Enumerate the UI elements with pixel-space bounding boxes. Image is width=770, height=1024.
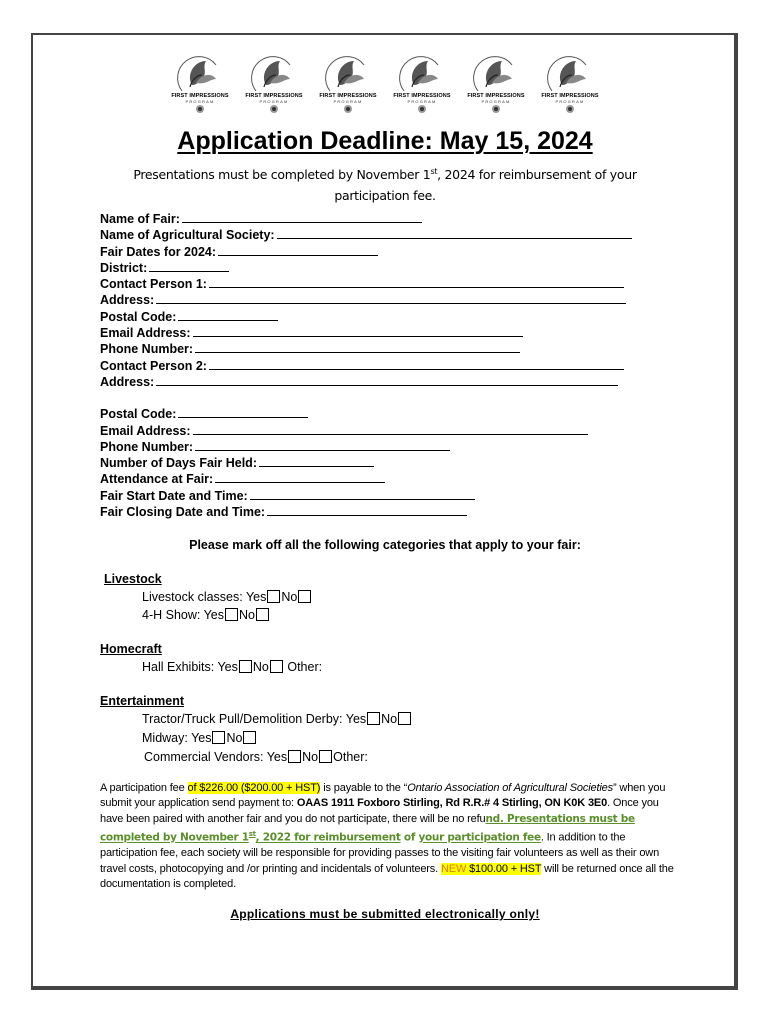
no-checkbox[interactable]	[243, 731, 256, 744]
field-label: Postal Code:	[100, 407, 177, 422]
tractor-pull-row	[142, 712, 412, 726]
fill-in-blank[interactable]	[209, 276, 624, 288]
option-label: No	[226, 731, 243, 745]
program-logo	[387, 55, 457, 123]
no-checkbox[interactable]	[319, 750, 332, 763]
form-field-row	[100, 211, 632, 227]
option-label: Tractor/Truck Pull/Demolition Derby: Yes	[142, 712, 367, 726]
yes-checkbox[interactable]	[267, 590, 280, 603]
refund-amount: $100.00 + HST	[466, 862, 542, 875]
field-label: Phone Number:	[100, 439, 194, 454]
fill-in-blank[interactable]	[215, 471, 385, 483]
crest-icon	[417, 104, 427, 114]
fill-in-blank[interactable]	[193, 423, 588, 435]
logo-subtitle: PROGRAM	[333, 99, 363, 104]
logo-title: FIRST IMPRESSIONS	[541, 93, 599, 99]
field-label: Name of Agricultural Society:	[100, 228, 275, 243]
logo-title: FIRST IMPRESSIONS	[319, 93, 377, 99]
field-label: Address:	[100, 374, 155, 389]
field-spacer	[100, 390, 632, 406]
form-field-row	[100, 423, 632, 439]
no-checkbox[interactable]	[270, 660, 283, 673]
logo-emblem-icon	[394, 55, 450, 93]
form-field-row	[100, 325, 632, 341]
paragraph-text: A participation fee	[100, 782, 188, 794]
fill-in-blank[interactable]	[209, 358, 624, 370]
crest-icon	[269, 104, 279, 114]
option-label: Livestock classes: Yes	[142, 590, 267, 604]
logo-title: FIRST IMPRESSIONS	[467, 93, 525, 99]
logo-emblem-icon	[468, 55, 524, 93]
field-label: Postal Code:	[100, 309, 177, 324]
livestock-classes-row	[142, 590, 312, 604]
field-label: Address:	[100, 293, 155, 308]
deadline-note: of	[400, 831, 419, 844]
logo-emblem-icon	[320, 55, 376, 93]
page-title: Application Deadline: May 15, 2024	[177, 127, 593, 155]
form-field-row	[100, 276, 632, 292]
deadline-note: nd. Presentations must be completed by November 1	[100, 812, 635, 844]
form-field-row	[100, 227, 632, 243]
fill-in-blank[interactable]	[193, 325, 523, 337]
section-heading-homecraft: Homecraft	[100, 642, 162, 656]
crest-icon	[565, 104, 575, 114]
form-field-row	[100, 439, 632, 455]
field-label: Contact Person 2:	[100, 358, 207, 373]
fee-highlight: of $226.00 ($200.00 + HST)	[187, 782, 321, 794]
fill-in-blank[interactable]	[178, 309, 278, 321]
option-label: No	[239, 608, 255, 622]
field-label: Fair Dates for 2024:	[100, 244, 217, 259]
fill-in-blank[interactable]	[156, 374, 618, 386]
form-field-row	[100, 244, 632, 260]
form-field-row	[100, 406, 632, 422]
fill-in-blank[interactable]	[195, 439, 450, 451]
form-field-row	[100, 309, 632, 325]
option-label: 4-H Show: Yes	[142, 608, 224, 622]
fill-in-blank[interactable]	[218, 244, 378, 256]
logo-subtitle: PROGRAM	[481, 99, 511, 104]
field-label: Email Address:	[100, 326, 191, 341]
field-label: Contact Person 1:	[100, 277, 207, 292]
deadline-note: , 2022 for reimbursement	[255, 831, 401, 844]
yes-checkbox[interactable]	[367, 712, 380, 725]
fill-in-blank[interactable]	[267, 504, 467, 516]
subtitle-text: , 2024 for reimbursement of your participation fee.	[334, 167, 637, 204]
instructions: Please mark off all the following categories that apply to your fair:	[189, 538, 581, 552]
form-field-row	[100, 471, 632, 487]
crest-icon	[195, 104, 205, 114]
form-field-row	[100, 292, 632, 308]
deadline-note: your participation fee	[418, 831, 541, 844]
logo-emblem-icon	[542, 55, 598, 93]
option-label: No	[302, 750, 319, 764]
logo-emblem-icon	[246, 55, 302, 93]
field-label: Fair Start Date and Time:	[100, 488, 248, 503]
fill-in-blank[interactable]	[277, 227, 632, 239]
logo-title: FIRST IMPRESSIONS	[245, 93, 303, 99]
paragraph-text: is payable to the “	[320, 782, 408, 794]
option-label: No	[252, 660, 269, 674]
option-label: Hall Exhibits: Yes	[142, 660, 238, 674]
option-label: Other:	[287, 660, 323, 674]
fill-in-blank[interactable]	[182, 211, 422, 223]
hall-exhibits-row	[142, 660, 322, 674]
no-checkbox[interactable]	[256, 608, 269, 621]
field-label: Phone Number:	[100, 342, 194, 357]
form-field-row	[100, 260, 632, 276]
crest-icon	[491, 104, 501, 114]
fill-in-blank[interactable]	[178, 406, 308, 418]
crest-icon	[343, 104, 353, 114]
option-label: No	[281, 590, 298, 604]
4h-show-row	[142, 608, 270, 622]
fill-in-blank[interactable]	[156, 292, 626, 304]
yes-checkbox[interactable]	[239, 660, 252, 673]
midway-row	[142, 731, 257, 745]
mailing-address: OAAS 1911 Foxboro Stirling, Rd R.R.# 4 Stirling, ON K0K 3E0	[296, 797, 608, 810]
logo-emblem-icon	[172, 55, 228, 93]
logo-title: FIRST IMPRESSIONS	[393, 93, 451, 99]
logo-subtitle: PROGRAM	[185, 99, 215, 104]
program-logo	[239, 55, 309, 123]
subtitle-sup: st	[430, 167, 438, 176]
paragraph-text: ” when you submit your application send payment to:	[100, 782, 666, 810]
logo-strip	[165, 55, 605, 123]
program-logo	[165, 55, 235, 123]
subtitle-text: Presentations must be completed by November 1	[133, 167, 431, 183]
logo-subtitle: PROGRAM	[555, 99, 585, 104]
fee-paragraph	[100, 781, 675, 893]
program-logo	[535, 55, 605, 123]
new-badge: NEW	[440, 862, 467, 875]
logo-subtitle: PROGRAM	[259, 99, 289, 104]
form-fields	[100, 211, 632, 520]
field-label: Name of Fair:	[100, 212, 180, 226]
section-heading-entertainment: Entertainment	[100, 694, 185, 708]
logo-title: FIRST IMPRESSIONS	[171, 93, 229, 99]
option-label: Other:	[333, 750, 368, 764]
paragraph-text: . Once you have been paired with another fair and you do not participate, there will be no refu	[100, 797, 659, 825]
form-field-row	[100, 341, 632, 357]
fill-in-blank[interactable]	[195, 341, 520, 353]
organization-name: Ontario Association of Agricultural Societies	[407, 782, 613, 794]
form-field-row	[100, 455, 632, 471]
section-heading-livestock: Livestock	[104, 572, 162, 586]
form-field-row	[100, 504, 632, 520]
form-field-row	[100, 358, 632, 374]
yes-checkbox[interactable]	[288, 750, 301, 763]
field-label: Email Address:	[100, 423, 191, 438]
yes-checkbox[interactable]	[225, 608, 238, 621]
option-label: Commercial Vendors: Yes	[144, 750, 288, 764]
paragraph-text: will be returned once all the documentation is completed.	[100, 862, 674, 891]
program-logo	[461, 55, 531, 123]
field-label: District:	[100, 260, 148, 275]
field-label: Number of Days Fair Held:	[100, 456, 257, 471]
fill-in-blank[interactable]	[259, 455, 374, 467]
form-field-row	[100, 374, 632, 390]
logo-subtitle: PROGRAM	[407, 99, 437, 104]
option-label: Midway: Yes	[142, 731, 212, 745]
fill-in-blank[interactable]	[149, 260, 229, 272]
page-subtitle	[120, 161, 650, 206]
no-checkbox[interactable]	[298, 590, 311, 603]
fill-in-blank[interactable]	[250, 488, 475, 500]
yes-checkbox[interactable]	[212, 731, 225, 744]
field-label: Attendance at Fair:	[100, 472, 214, 487]
field-label: Fair Closing Date and Time:	[100, 505, 266, 520]
submission-notice: Applications must be submitted electronically only!	[230, 907, 540, 921]
commercial-vendors-row	[144, 750, 368, 764]
paragraph-text: . In addition to the participation fee, each society will be responsible for providing passes to the visiting fair volunteers as well as their own travel costs, photocopying and /or printing and incidentals of volunteers.	[100, 831, 660, 875]
no-checkbox[interactable]	[398, 712, 411, 725]
program-logo	[313, 55, 383, 123]
deadline-note-sup: st	[248, 830, 256, 839]
option-label: No	[381, 712, 398, 726]
form-field-row	[100, 488, 632, 504]
